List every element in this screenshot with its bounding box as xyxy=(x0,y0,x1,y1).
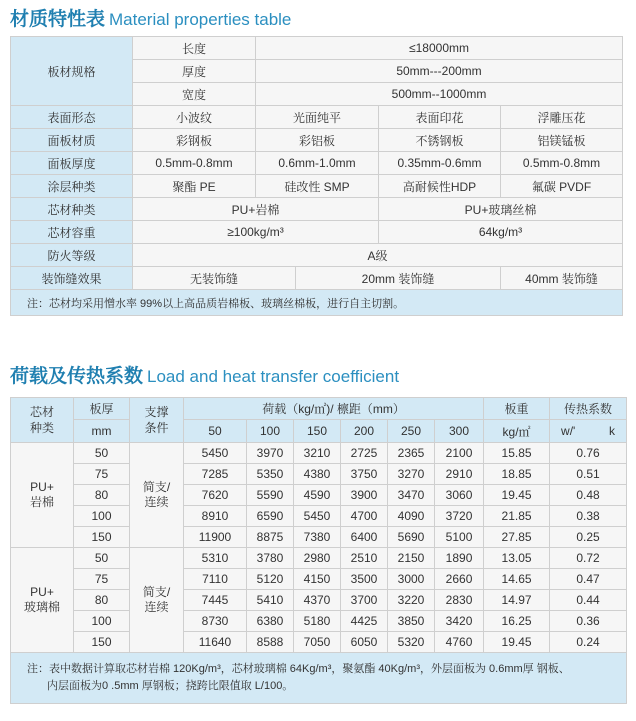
header-span: 150 xyxy=(294,420,341,443)
cell: 20mm 装饰缝 xyxy=(296,267,501,290)
load-cell: 3420 xyxy=(435,611,484,632)
load-cell: 2100 xyxy=(435,443,484,464)
load-cell: 6400 xyxy=(341,527,388,548)
load-cell: 3060 xyxy=(435,485,484,506)
cell: 无装饰缝 xyxy=(133,267,296,290)
load-table-title xyxy=(10,361,399,388)
cell: 64kg/m³ xyxy=(379,221,623,244)
spec-label-width: 宽度 xyxy=(133,83,256,106)
header-core-l2: 种类 xyxy=(29,421,54,435)
load-cell: 4760 xyxy=(435,632,484,653)
thickness-cell: 150 xyxy=(74,527,130,548)
cell: 0.5mm-0.8mm xyxy=(501,152,623,175)
weight-cell: 21.85 xyxy=(484,506,550,527)
load-cell: 5450 xyxy=(184,443,247,464)
table-row xyxy=(11,569,627,590)
header-load: 荷载（kg/㎡)/ 檩距（mm） xyxy=(184,398,484,420)
cell: 小波纹 xyxy=(133,106,256,129)
load-cell: 8730 xyxy=(184,611,247,632)
cell: 浮雕压花 xyxy=(501,106,623,129)
support-l2: 连续 xyxy=(144,495,169,509)
load-cell: 5320 xyxy=(388,632,435,653)
load-note-line2: 内层面板为0 .5mm 厚钢板；挠跨比限值取 L/100。 xyxy=(47,680,294,692)
cell: 不锈钢板 xyxy=(379,129,501,152)
header-support-l1: 支撑 xyxy=(144,405,169,419)
load-cell: 8588 xyxy=(247,632,294,653)
table-row xyxy=(11,244,623,267)
core-type-cell xyxy=(11,443,74,548)
load-cell: 5690 xyxy=(388,527,435,548)
header-heat: 传热系数 xyxy=(550,398,627,420)
thickness-cell: 100 xyxy=(74,611,130,632)
cell: 彩铝板 xyxy=(256,129,379,152)
spec-label-length: 长度 xyxy=(133,37,256,60)
cell: 0.35mm-0.6mm xyxy=(379,152,501,175)
heat-coefficient-cell: 0.48 xyxy=(550,485,627,506)
core-type-cell xyxy=(11,548,74,653)
table-row xyxy=(11,152,623,175)
load-cell: 2910 xyxy=(435,464,484,485)
core-type-l2: 玻璃棉 xyxy=(23,600,60,614)
support-l1: 简支/ xyxy=(142,585,171,599)
table-row xyxy=(11,548,627,569)
load-title-en: Load and heat transfer coefficient xyxy=(147,367,400,386)
load-cell: 3500 xyxy=(341,569,388,590)
cell: 聚酯 PE xyxy=(133,175,256,198)
load-cell: 3780 xyxy=(247,548,294,569)
weight-cell: 14.65 xyxy=(484,569,550,590)
header-thickness: 板厚 xyxy=(74,398,130,420)
heat-coefficient-cell: 0.51 xyxy=(550,464,627,485)
load-cell: 3850 xyxy=(388,611,435,632)
load-cell: 6050 xyxy=(341,632,388,653)
spec-label-thickness: 厚度 xyxy=(133,60,256,83)
table-row xyxy=(11,527,627,548)
load-cell: 6590 xyxy=(247,506,294,527)
row-header-fire: 防火等级 xyxy=(11,244,133,267)
load-cell: 1890 xyxy=(435,548,484,569)
load-cell: 4090 xyxy=(388,506,435,527)
table-row xyxy=(11,290,623,316)
heat-coefficient-cell: 0.36 xyxy=(550,611,627,632)
load-cell: 3270 xyxy=(388,464,435,485)
row-header-core-density: 芯材容重 xyxy=(11,221,133,244)
load-cell: 2150 xyxy=(388,548,435,569)
load-cell: 8910 xyxy=(184,506,247,527)
load-cell: 3470 xyxy=(388,485,435,506)
load-cell: 3750 xyxy=(341,464,388,485)
load-table-body xyxy=(11,443,627,653)
cell: A级 xyxy=(133,244,623,267)
load-cell: 3220 xyxy=(388,590,435,611)
heat-coefficient-cell: 0.24 xyxy=(550,632,627,653)
load-cell: 7620 xyxy=(184,485,247,506)
weight-cell: 15.85 xyxy=(484,443,550,464)
table-row xyxy=(11,106,623,129)
table-row xyxy=(11,221,623,244)
load-cell: 4380 xyxy=(294,464,341,485)
load-cell: 7445 xyxy=(184,590,247,611)
load-cell: 4150 xyxy=(294,569,341,590)
cell: PU+岩棉 xyxy=(133,198,379,221)
support-l1: 简支/ xyxy=(142,480,171,494)
weight-cell: 19.45 xyxy=(484,485,550,506)
spec-value-width: 500mm--1000mm xyxy=(256,83,623,106)
heat-coefficient-cell: 0.44 xyxy=(550,590,627,611)
core-type-l1: PU+ xyxy=(30,585,54,599)
load-cell: 3900 xyxy=(341,485,388,506)
thickness-cell: 150 xyxy=(74,632,130,653)
load-cell: 5100 xyxy=(435,527,484,548)
load-cell: 7380 xyxy=(294,527,341,548)
header-thickness-unit: mm xyxy=(74,420,130,443)
cell: 光面纯平 xyxy=(256,106,379,129)
load-cell: 2725 xyxy=(341,443,388,464)
load-cell: 5450 xyxy=(294,506,341,527)
thickness-cell: 80 xyxy=(74,485,130,506)
load-note-line1: 注：表中数据计算取芯材岩棉 120Kg/m³，芯材玻璃棉 64Kg/m³，聚氨酯 40Kg/m³，外层面板为 0.6mm厚 钢板、 xyxy=(27,663,570,675)
core-type-l2: 岩棉 xyxy=(29,495,54,509)
load-cell: 7285 xyxy=(184,464,247,485)
load-cell: 11640 xyxy=(184,632,247,653)
cell: ≥100kg/m³ xyxy=(133,221,379,244)
header-span: 50 xyxy=(184,420,247,443)
load-cell: 2365 xyxy=(388,443,435,464)
header-weight: 板重 xyxy=(484,398,550,420)
weight-cell: 16.25 xyxy=(484,611,550,632)
load-cell: 2510 xyxy=(341,548,388,569)
load-cell: 3970 xyxy=(247,443,294,464)
load-cell: 5590 xyxy=(247,485,294,506)
heat-coefficient-cell: 0.25 xyxy=(550,527,627,548)
cell: 硅改性 SMP xyxy=(256,175,379,198)
load-cell: 5350 xyxy=(247,464,294,485)
header-weight-unit: kg/㎡ xyxy=(484,420,550,443)
header-core-type xyxy=(11,398,74,443)
spec-value-length: ≤18000mm xyxy=(256,37,623,60)
table-row xyxy=(11,267,623,290)
load-cell: 5310 xyxy=(184,548,247,569)
load-title-zh: 荷载及传热系数 xyxy=(10,366,144,387)
load-cell: 11900 xyxy=(184,527,247,548)
header-support-l2: 条件 xyxy=(144,421,169,435)
material-table-title xyxy=(10,4,291,31)
header-row xyxy=(11,398,627,420)
cell: 0.6mm-1.0mm xyxy=(256,152,379,175)
cell: 40mm 装饰缝 xyxy=(501,267,623,290)
table-row xyxy=(11,485,627,506)
load-cell: 3000 xyxy=(388,569,435,590)
cell: 彩钢板 xyxy=(133,129,256,152)
thickness-cell: 80 xyxy=(74,590,130,611)
table-row xyxy=(11,37,623,60)
spec-value-thickness: 50mm---200mm xyxy=(256,60,623,83)
heat-coefficient-cell: 0.38 xyxy=(550,506,627,527)
table-row xyxy=(11,175,623,198)
weight-cell: 14.97 xyxy=(484,590,550,611)
header-row xyxy=(11,420,627,443)
material-note: 注：芯材均采用憎水率 99%以上高品质岩棉板、玻璃丝棉板，进行自主切割。 xyxy=(11,290,623,316)
header-core-l1: 芯材 xyxy=(29,405,54,419)
cell: 表面印花 xyxy=(379,106,501,129)
load-cell: 4425 xyxy=(341,611,388,632)
heat-unit-b: k xyxy=(609,424,616,438)
load-cell: 8875 xyxy=(247,527,294,548)
header-span: 250 xyxy=(388,420,435,443)
heat-coefficient-cell: 0.76 xyxy=(550,443,627,464)
support-cell xyxy=(130,548,184,653)
table-row xyxy=(11,653,627,704)
header-span: 300 xyxy=(435,420,484,443)
cell: 高耐候性HDP xyxy=(379,175,501,198)
load-cell: 2660 xyxy=(435,569,484,590)
load-cell: 5410 xyxy=(247,590,294,611)
weight-cell: 19.45 xyxy=(484,632,550,653)
core-type-l1: PU+ xyxy=(30,480,54,494)
material-properties-table xyxy=(10,36,623,316)
table-row xyxy=(11,443,627,464)
thickness-cell: 75 xyxy=(74,464,130,485)
row-header-coating: 涂层种类 xyxy=(11,175,133,198)
load-cell: 4700 xyxy=(341,506,388,527)
table-row xyxy=(11,129,623,152)
table-row xyxy=(11,590,627,611)
row-header-panel-thickness: 面板厚度 xyxy=(11,152,133,175)
thickness-cell: 50 xyxy=(74,443,130,464)
support-l2: 连续 xyxy=(144,600,169,614)
load-cell: 2830 xyxy=(435,590,484,611)
load-cell: 4370 xyxy=(294,590,341,611)
load-cell: 5180 xyxy=(294,611,341,632)
heat-coefficient-cell: 0.47 xyxy=(550,569,627,590)
header-span: 200 xyxy=(341,420,388,443)
cell: 氟碳 PVDF xyxy=(501,175,623,198)
header-heat-unit xyxy=(550,420,627,443)
load-note xyxy=(11,653,627,704)
table-row xyxy=(11,464,627,485)
load-cell: 7110 xyxy=(184,569,247,590)
load-cell: 7050 xyxy=(294,632,341,653)
weight-cell: 18.85 xyxy=(484,464,550,485)
table-row xyxy=(11,611,627,632)
load-cell: 3720 xyxy=(435,506,484,527)
thickness-cell: 100 xyxy=(74,506,130,527)
weight-cell: 27.85 xyxy=(484,527,550,548)
load-cell: 5120 xyxy=(247,569,294,590)
thickness-cell: 75 xyxy=(74,569,130,590)
load-cell: 2980 xyxy=(294,548,341,569)
cell: PU+玻璃丝棉 xyxy=(379,198,623,221)
row-header-panel-material: 面板材质 xyxy=(11,129,133,152)
table-row xyxy=(11,198,623,221)
load-cell: 3700 xyxy=(341,590,388,611)
header-support xyxy=(130,398,184,443)
material-title-en: Material properties table xyxy=(109,10,292,29)
row-header-spec: 板材规格 xyxy=(11,37,133,106)
table-row xyxy=(11,506,627,527)
row-header-surface: 表面形态 xyxy=(11,106,133,129)
cell: 铝镁锰板 xyxy=(501,129,623,152)
load-cell: 3210 xyxy=(294,443,341,464)
heat-coefficient-cell: 0.72 xyxy=(550,548,627,569)
cell: 0.5mm-0.8mm xyxy=(133,152,256,175)
load-heat-table xyxy=(10,397,627,704)
table-row xyxy=(11,632,627,653)
load-cell: 6380 xyxy=(247,611,294,632)
support-cell xyxy=(130,443,184,548)
weight-cell: 13.05 xyxy=(484,548,550,569)
row-header-core-type: 芯材种类 xyxy=(11,198,133,221)
load-cell: 4590 xyxy=(294,485,341,506)
row-header-seam: 装饰缝效果 xyxy=(11,267,133,290)
thickness-cell: 50 xyxy=(74,548,130,569)
heat-unit-a: w/' xyxy=(561,424,576,438)
material-title-zh: 材质特性表 xyxy=(10,9,106,30)
header-span: 100 xyxy=(247,420,294,443)
